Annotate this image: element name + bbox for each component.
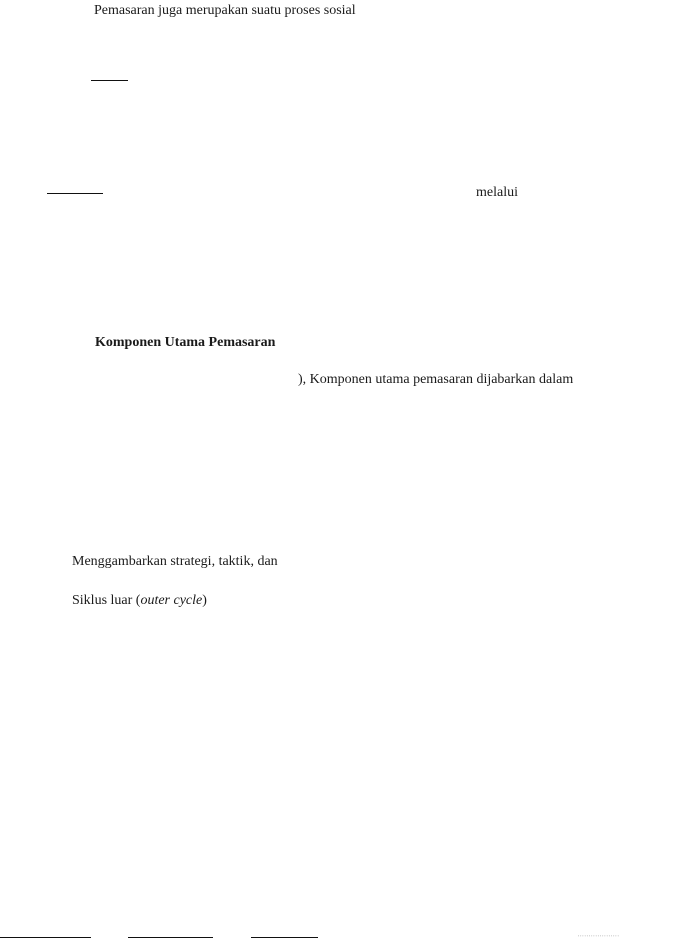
outer-cycle-line: [72, 592, 207, 610]
footer-rule-3: [251, 937, 318, 938]
footer-rule-2: [128, 937, 213, 938]
underline-left: [47, 193, 103, 194]
strategy-text: Menggambarkan strategi, taktik, dan: [72, 554, 278, 569]
word-melalui: melalui: [476, 185, 518, 200]
footer-rule-1: [0, 937, 91, 938]
footer-page-marker: • • • • • • • • • • • • • • • • • • •: [578, 934, 619, 938]
components-text: ), Komponen utama pemasaran dijabarkan dalam: [298, 372, 574, 387]
underline-short: [91, 80, 128, 81]
outer-cycle-suffix: ): [202, 593, 207, 608]
outer-cycle-prefix: Siklus luar (: [72, 593, 141, 608]
outer-cycle-term: outer cycle: [140, 593, 203, 608]
sentence-social: Pemasaran juga merupakan suatu proses sosial: [94, 3, 356, 18]
heading-components: Komponen Utama Pemasaran: [95, 335, 276, 350]
